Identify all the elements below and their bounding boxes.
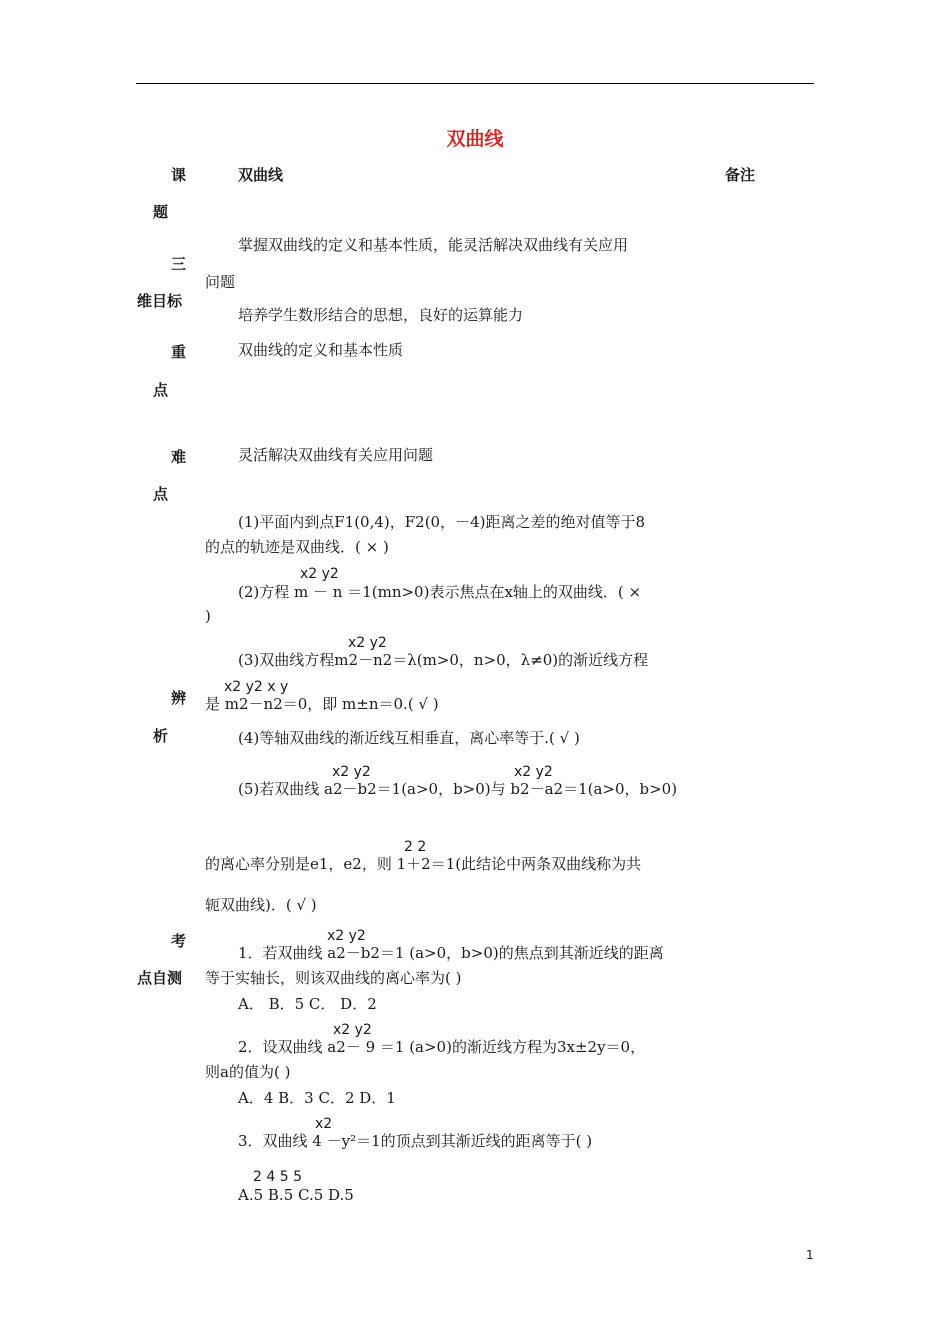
q3a: 3．双曲线 4 －y²＝1的顶点到其渐近线的距离等于( ) — [238, 1132, 593, 1150]
label-discern-2: 析 — [153, 727, 169, 745]
discern-3a: (3)双曲线方程m2－n2＝λ(m>0，n>0，λ≠0)的渐近线方程 — [238, 651, 649, 669]
label-difficult-2: 点 — [153, 485, 169, 503]
discern-5-sup2: x2 y2 — [514, 764, 553, 780]
notes-header: 备注 — [725, 166, 756, 184]
page-number: 1 — [806, 1248, 814, 1262]
difficult-point: 灵活解决双曲线有关应用问题 — [238, 446, 434, 464]
discern-5-sup1: x2 y2 — [332, 764, 371, 780]
q2a: 2．设双曲线 a2－ 9 ＝1 (a>0)的渐近线方程为3x±2y＝0， — [238, 1038, 646, 1056]
discern-5c: 轭双曲线)．( √ ) — [205, 896, 317, 914]
topic-value: 双曲线 — [238, 166, 284, 184]
header-rule — [136, 83, 814, 84]
label-goals-2: 维目标 — [137, 292, 183, 310]
discern-2a: (2)方程 m － n ＝1(mn>0)表示焦点在x轴上的双曲线．( × — [238, 583, 642, 601]
q1-options: A． B．5 C． D．2 — [238, 995, 377, 1013]
discern-5a: (5)若双曲线 a2－b2＝1(a>0，b>0)与 b2－a2＝1(a>0，b>0) — [238, 780, 678, 798]
q2-sup: x2 y2 — [333, 1022, 372, 1038]
label-key-2: 点 — [153, 381, 169, 399]
q3-sup2: 2 4 5 5 — [253, 1169, 302, 1185]
discern-5-sup3: 2 2 — [404, 839, 427, 855]
discern-3b: 是 m2－n2＝0，即 m±n＝0.( √ ) — [205, 695, 439, 713]
label-discern-1: 辨 — [171, 689, 187, 707]
label-difficult-1: 难 — [171, 448, 187, 466]
goal-1a: 掌握双曲线的定义和基本性质，能灵活解决双曲线有关应用 — [238, 236, 629, 254]
goal-1b: 问题 — [205, 273, 236, 291]
label-selftest-1: 考 — [171, 932, 187, 950]
label-key-1: 重 — [171, 343, 187, 361]
q1b: 等于实轴长，则该双曲线的离心率为( ) — [205, 969, 462, 987]
label-goals-1: 三 — [171, 255, 187, 273]
q1a: 1．若双曲线 a2－b2＝1 (a>0，b>0)的焦点到其渐近线的距离 — [238, 944, 664, 962]
label-topic-2: 题 — [153, 203, 169, 221]
page-title: 双曲线 — [446, 128, 504, 150]
discern-3-sup: x2 y2 — [348, 635, 387, 651]
q1-sup: x2 y2 — [327, 928, 366, 944]
goal-2: 培养学生数形结合的思想，良好的运算能力 — [238, 306, 524, 324]
discern-4: (4)等轴双曲线的渐近线互相垂直，离心率等于.( √ ) — [238, 729, 580, 747]
q2-options: A．4 B．3 C．2 D．1 — [238, 1089, 396, 1107]
discern-2b: ) — [205, 607, 211, 625]
q2b: 则a的值为( ) — [205, 1063, 291, 1081]
q3-sup: x2 — [315, 1116, 333, 1132]
discern-5b: 的离心率分别是e1，e2，则 1＋2＝1(此结论中两条双曲线称为共 — [205, 855, 642, 873]
label-topic-1: 课 — [171, 166, 187, 184]
discern-3-sup2: x2 y2 x y — [224, 679, 289, 695]
discern-2-sup: x2 y2 — [300, 566, 339, 582]
key-point: 双曲线的定义和基本性质 — [238, 341, 404, 359]
discern-1a: (1)平面内到点F1(0,4)，F2(0，－4)距离之差的绝对值等于8 — [238, 513, 646, 531]
q3-options: A.5 B.5 C.5 D.5 — [238, 1186, 354, 1204]
discern-1b: 的点的轨迹是双曲线．( × ) — [205, 538, 389, 556]
label-selftest-2: 点自测 — [137, 969, 183, 987]
